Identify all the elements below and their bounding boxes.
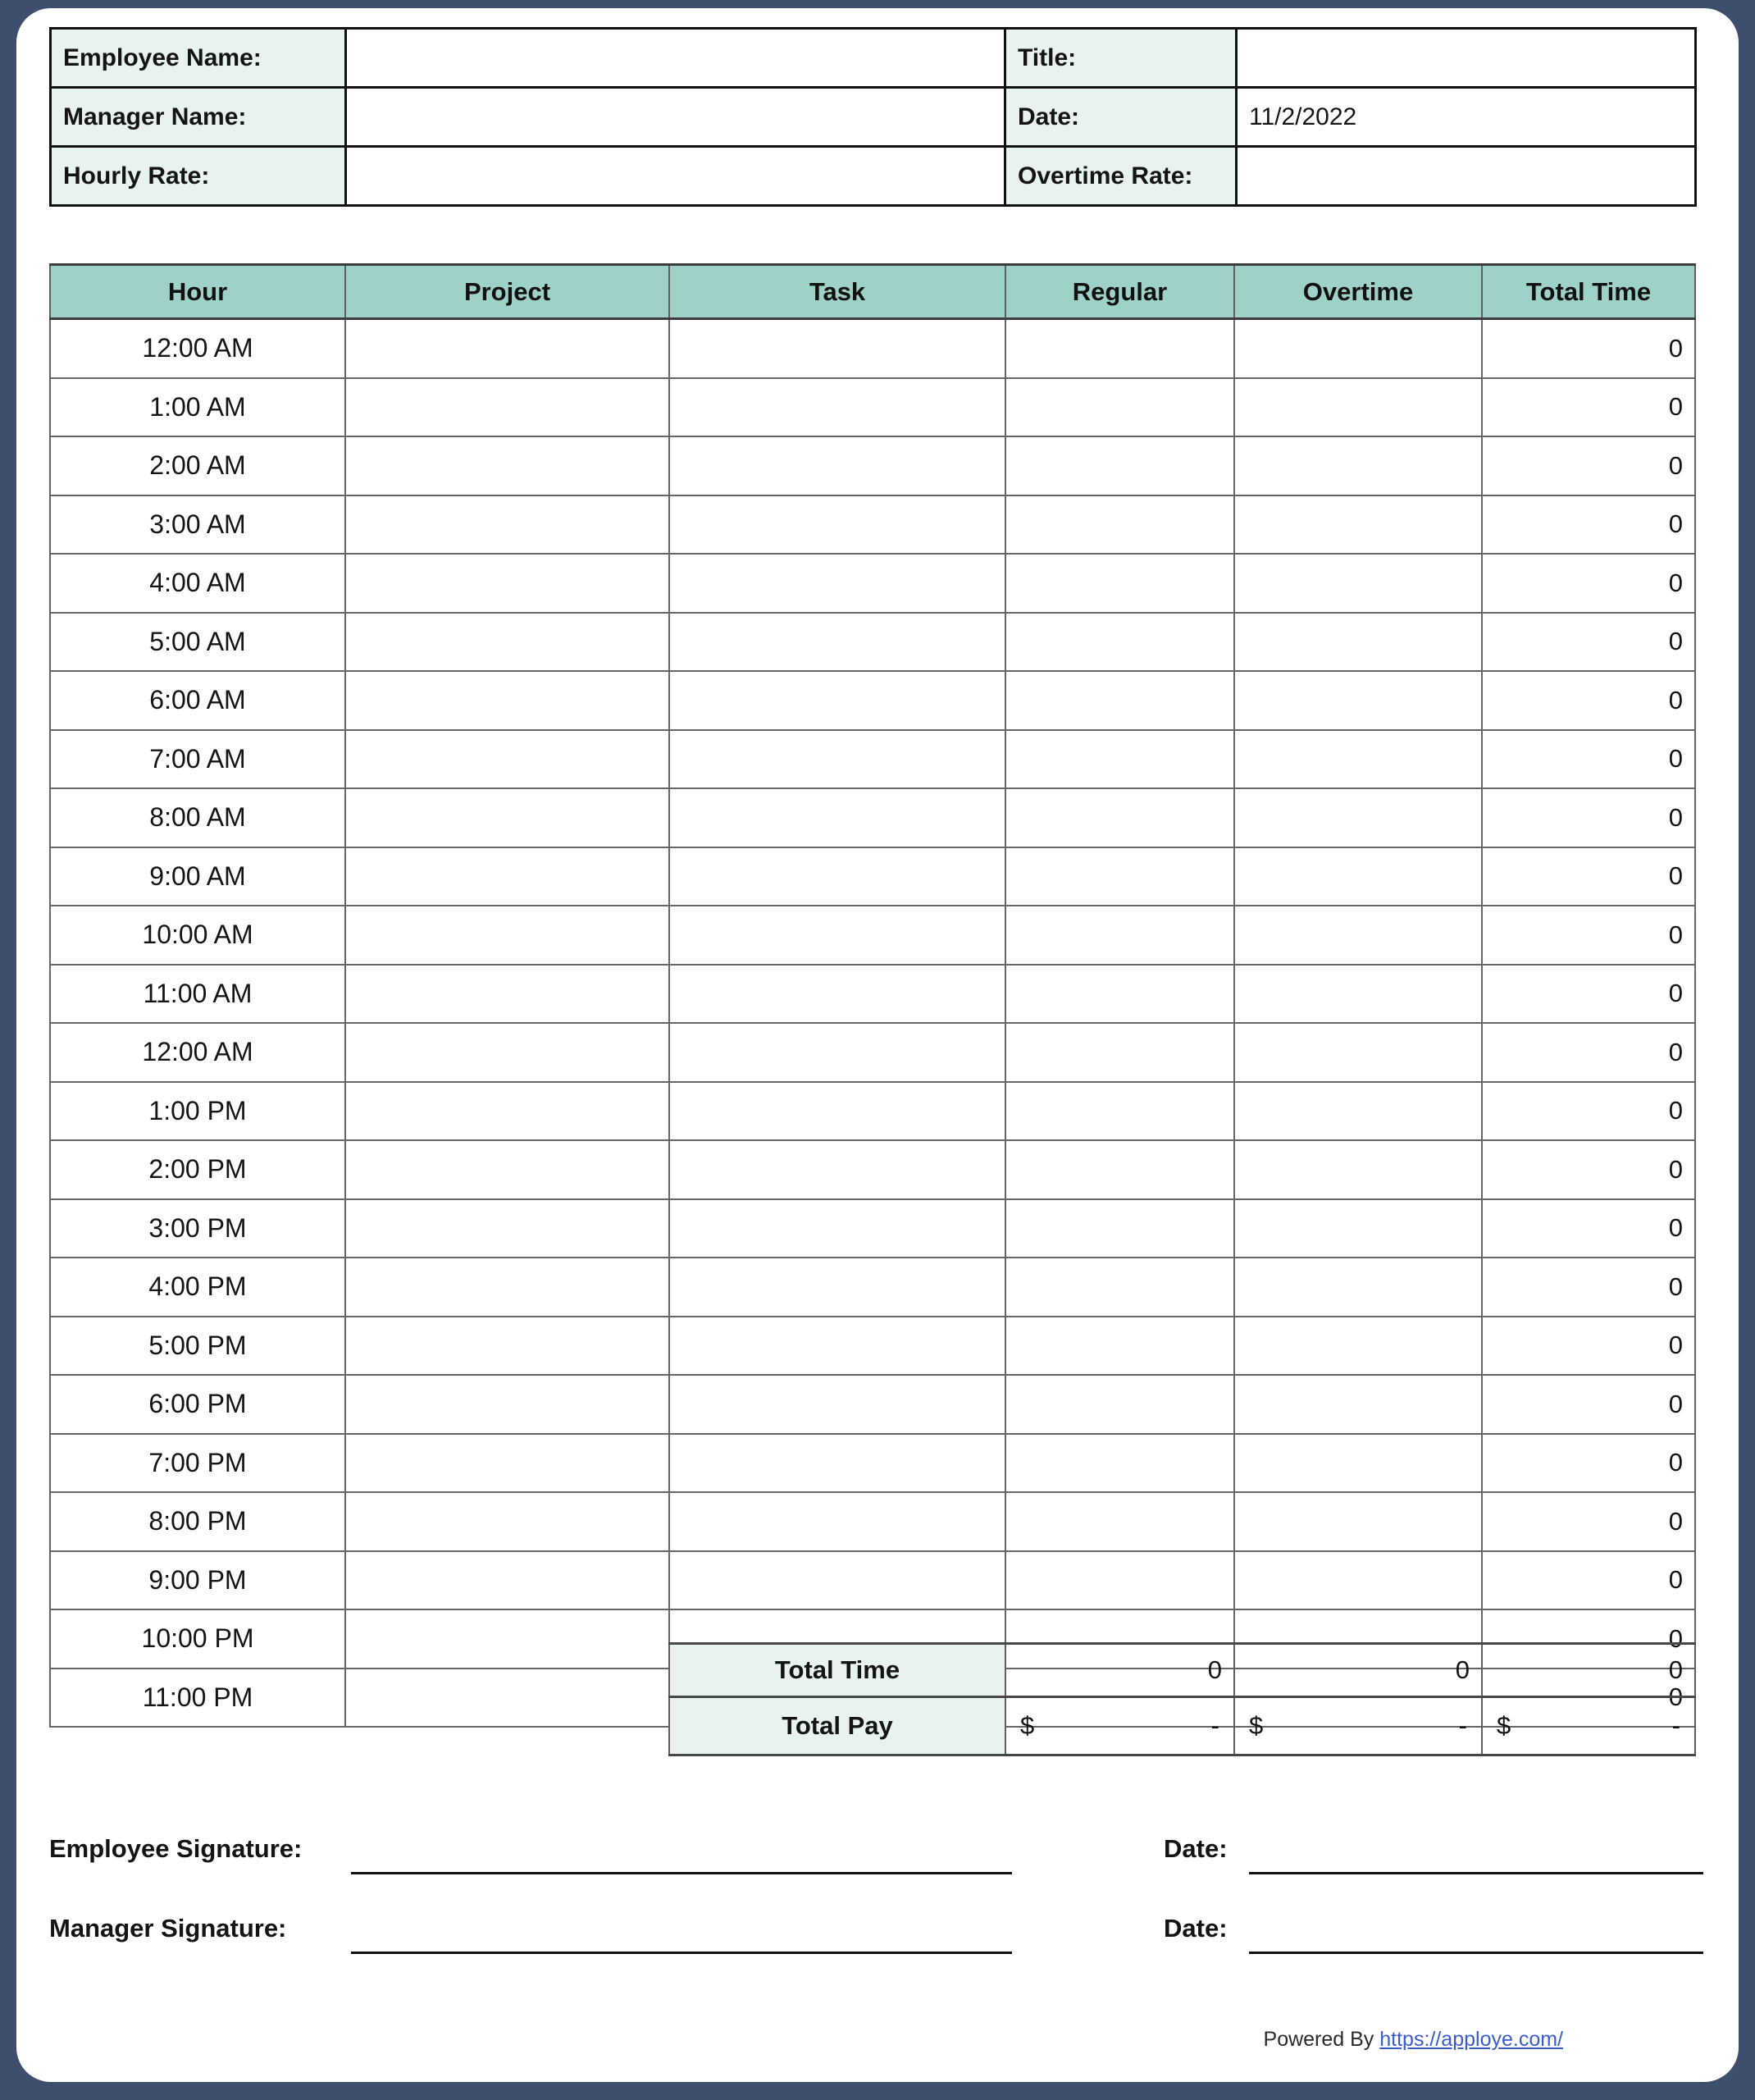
overtime-cell[interactable] xyxy=(1234,1434,1482,1493)
manager-name-value-cell[interactable] xyxy=(346,88,1005,147)
overtime-cell[interactable] xyxy=(1234,1551,1482,1610)
regular-cell[interactable] xyxy=(1005,436,1234,495)
project-cell[interactable] xyxy=(345,1375,669,1434)
hour-row xyxy=(50,613,1695,672)
hour-cell: 5:00 PM xyxy=(50,1317,345,1376)
hour-row xyxy=(50,1140,1695,1199)
total-time-cell: 0 xyxy=(1482,671,1695,730)
project-cell[interactable] xyxy=(345,378,669,437)
manager-signature-label: Manager Signature: xyxy=(49,1914,287,1942)
task-cell[interactable] xyxy=(669,1375,1005,1434)
employee-sign-date-label: Date: xyxy=(1164,1834,1228,1863)
hour-row xyxy=(50,1317,1695,1376)
task-cell[interactable] xyxy=(669,1434,1005,1493)
total-time-cell: 0 xyxy=(1482,1082,1695,1141)
hour-cell: 8:00 PM xyxy=(50,1492,345,1551)
total-time-cell: 0 xyxy=(1482,1258,1695,1317)
title-label: Title: xyxy=(1005,29,1237,88)
regular-cell[interactable] xyxy=(1005,495,1234,555)
total-time-cell: 0 xyxy=(1482,1023,1695,1082)
project-cell[interactable] xyxy=(345,436,669,495)
regular-cell[interactable] xyxy=(1005,1023,1234,1082)
hour-row xyxy=(50,554,1695,613)
task-cell[interactable] xyxy=(669,1317,1005,1376)
total-time-cell: 0 xyxy=(1482,1669,1695,1728)
task-cell[interactable] xyxy=(669,730,1005,789)
task-cell[interactable] xyxy=(669,613,1005,672)
overtime-cell[interactable] xyxy=(1234,1375,1482,1434)
column-header-hour: Hour xyxy=(50,265,345,319)
overtime-cell[interactable] xyxy=(1234,319,1482,378)
hourly-rate-value-cell[interactable] xyxy=(346,147,1005,206)
project-cell[interactable] xyxy=(345,847,669,906)
column-header-overtime: Overtime xyxy=(1234,265,1482,319)
task-cell[interactable] xyxy=(669,1082,1005,1141)
task-cell[interactable] xyxy=(669,495,1005,555)
hour-cell: 12:00 AM xyxy=(50,1023,345,1082)
powered-by-text: Powered By xyxy=(1263,2028,1374,2051)
hour-cell: 6:00 PM xyxy=(50,1375,345,1434)
hour-row xyxy=(50,1434,1695,1493)
overtime-cell[interactable] xyxy=(1234,1492,1482,1551)
hour-cell: 3:00 AM xyxy=(50,495,345,555)
overtime-cell[interactable] xyxy=(1234,613,1482,672)
task-cell[interactable] xyxy=(669,1199,1005,1258)
hour-row xyxy=(50,1082,1695,1141)
hour-cell: 9:00 AM xyxy=(50,847,345,906)
project-cell[interactable] xyxy=(345,965,669,1024)
project-cell[interactable] xyxy=(345,1199,669,1258)
hour-row xyxy=(50,788,1695,847)
total-time-cell: 0 xyxy=(1482,1375,1695,1434)
project-cell[interactable] xyxy=(345,1317,669,1376)
project-cell[interactable] xyxy=(345,554,669,613)
total-time-cell: 0 xyxy=(1482,1434,1695,1493)
total-time-cell: 0 xyxy=(1482,613,1695,672)
overtime-cell[interactable] xyxy=(1234,788,1482,847)
header-row-2 xyxy=(51,88,1696,147)
total-time-cell: 0 xyxy=(1482,1609,1695,1669)
regular-cell[interactable] xyxy=(1005,1492,1234,1551)
column-header-project: Project xyxy=(345,265,669,319)
hour-cell: 11:00 AM xyxy=(50,965,345,1024)
total-time-cell: 0 xyxy=(1482,319,1695,378)
regular-cell[interactable] xyxy=(1005,847,1234,906)
hour-row xyxy=(50,436,1695,495)
project-cell[interactable] xyxy=(345,1082,669,1141)
regular-cell[interactable] xyxy=(1005,788,1234,847)
overtime-rate-value-cell[interactable] xyxy=(1237,147,1696,206)
project-cell[interactable] xyxy=(345,495,669,555)
overtime-cell[interactable] xyxy=(1234,378,1482,437)
task-cell[interactable] xyxy=(669,378,1005,437)
hour-cell: 1:00 PM xyxy=(50,1082,345,1141)
hour-row xyxy=(50,1258,1695,1317)
project-cell[interactable] xyxy=(345,1669,669,1728)
header-fields-table xyxy=(49,27,1697,207)
total-time-cell: 0 xyxy=(1482,1492,1695,1551)
empty-amount-dash: - xyxy=(1210,1711,1219,1740)
timesheet-table xyxy=(49,263,1696,1728)
project-cell[interactable] xyxy=(345,613,669,672)
hour-cell: 4:00 PM xyxy=(50,1258,345,1317)
total-time-cell: 0 xyxy=(1482,788,1695,847)
overtime-rate-label: Overtime Rate: xyxy=(1005,147,1237,206)
project-cell[interactable] xyxy=(345,1434,669,1493)
hour-cell: 7:00 PM xyxy=(50,1434,345,1493)
task-cell[interactable] xyxy=(669,436,1005,495)
total-time-cell: 0 xyxy=(1482,730,1695,789)
task-cell[interactable] xyxy=(669,319,1005,378)
hour-row xyxy=(50,378,1695,437)
project-cell[interactable] xyxy=(345,319,669,378)
task-cell[interactable] xyxy=(669,554,1005,613)
hour-row xyxy=(50,671,1695,730)
regular-cell[interactable] xyxy=(1005,319,1234,378)
empty-amount-dash: - xyxy=(1671,1711,1680,1740)
regular-cell[interactable] xyxy=(1005,671,1234,730)
total-time-cell: 0 xyxy=(1482,847,1695,906)
footer xyxy=(16,2028,1563,2052)
hour-cell: 8:00 AM xyxy=(50,788,345,847)
regular-cell[interactable] xyxy=(1005,378,1234,437)
regular-cell[interactable] xyxy=(1005,1199,1234,1258)
hour-cell: 6:00 AM xyxy=(50,671,345,730)
overtime-cell[interactable] xyxy=(1234,906,1482,965)
total-time-cell: 0 xyxy=(1482,378,1695,437)
regular-cell[interactable] xyxy=(1005,1375,1234,1434)
manager-sign-date-line[interactable] xyxy=(1249,1952,1703,1954)
total-time-cell: 0 xyxy=(1482,554,1695,613)
regular-cell[interactable] xyxy=(1005,1140,1234,1199)
project-cell[interactable] xyxy=(345,1551,669,1610)
overtime-cell[interactable] xyxy=(1234,1140,1482,1199)
employee-sign-date-line[interactable] xyxy=(1249,1872,1703,1874)
hour-cell: 7:00 AM xyxy=(50,730,345,789)
overtime-cell[interactable] xyxy=(1234,1317,1482,1376)
hour-row xyxy=(50,1551,1695,1610)
hour-cell: 9:00 PM xyxy=(50,1551,345,1610)
hour-row xyxy=(50,1492,1695,1551)
date-label: Date: xyxy=(1005,88,1237,147)
task-cell[interactable] xyxy=(669,1023,1005,1082)
total-pay-grand xyxy=(1482,1697,1695,1755)
hour-row xyxy=(50,319,1695,378)
total-pay-row xyxy=(669,1697,1695,1755)
total-time-grand: 0 xyxy=(1482,1644,1695,1697)
total-time-overtime: 0 xyxy=(1234,1644,1482,1697)
regular-cell[interactable] xyxy=(1005,730,1234,789)
overtime-cell[interactable] xyxy=(1234,730,1482,789)
hour-row xyxy=(50,730,1695,789)
hour-row xyxy=(50,965,1695,1024)
task-cell[interactable] xyxy=(669,1492,1005,1551)
column-header-task: Task xyxy=(669,265,1005,319)
overtime-cell[interactable] xyxy=(1234,436,1482,495)
timesheet-body xyxy=(50,319,1695,1728)
project-cell[interactable] xyxy=(345,906,669,965)
project-cell[interactable] xyxy=(345,788,669,847)
total-pay-label: Total Pay xyxy=(669,1697,1005,1755)
overtime-cell[interactable] xyxy=(1234,1258,1482,1317)
total-pay-regular xyxy=(1005,1697,1234,1755)
totals-table xyxy=(668,1642,1696,1756)
hour-cell: 2:00 AM xyxy=(50,436,345,495)
hour-row xyxy=(50,1199,1695,1258)
total-time-cell: 0 xyxy=(1482,1317,1695,1376)
regular-cell[interactable] xyxy=(1005,1258,1234,1317)
regular-cell[interactable] xyxy=(1005,554,1234,613)
task-cell[interactable] xyxy=(669,1140,1005,1199)
header-row-1 xyxy=(51,29,1696,88)
project-cell[interactable] xyxy=(345,1609,669,1669)
manager-signature-line[interactable] xyxy=(351,1952,1012,1954)
overtime-cell[interactable] xyxy=(1234,1023,1482,1082)
overtime-cell[interactable] xyxy=(1234,554,1482,613)
hour-row xyxy=(50,906,1695,965)
task-cell[interactable] xyxy=(669,1258,1005,1317)
task-cell[interactable] xyxy=(669,788,1005,847)
overtime-cell[interactable] xyxy=(1234,965,1482,1024)
total-time-row xyxy=(669,1644,1695,1697)
hour-cell: 11:00 PM xyxy=(50,1669,345,1728)
total-time-cell: 0 xyxy=(1482,495,1695,555)
regular-cell[interactable] xyxy=(1005,1434,1234,1493)
task-cell[interactable] xyxy=(669,671,1005,730)
currency-symbol: $ xyxy=(1497,1711,1511,1740)
hour-cell: 5:00 AM xyxy=(50,613,345,672)
total-time-cell: 0 xyxy=(1482,436,1695,495)
column-header-regular: Regular xyxy=(1005,265,1234,319)
total-pay-overtime xyxy=(1234,1697,1482,1755)
project-cell[interactable] xyxy=(345,1140,669,1199)
header-row-3 xyxy=(51,147,1696,206)
hour-row xyxy=(50,1023,1695,1082)
project-cell[interactable] xyxy=(345,1023,669,1082)
hour-cell: 10:00 AM xyxy=(50,906,345,965)
regular-cell[interactable] xyxy=(1005,1317,1234,1376)
employee-signature-line[interactable] xyxy=(351,1872,1012,1874)
currency-symbol: $ xyxy=(1020,1711,1035,1740)
apploye-link[interactable]: https://apploye.com/ xyxy=(1379,2028,1563,2051)
regular-cell[interactable] xyxy=(1005,906,1234,965)
overtime-cell[interactable] xyxy=(1234,1199,1482,1258)
project-cell[interactable] xyxy=(345,1258,669,1317)
overtime-cell[interactable] xyxy=(1234,1082,1482,1141)
column-header-total-time: Total Time xyxy=(1482,265,1695,319)
hour-row xyxy=(50,847,1695,906)
title-value-cell[interactable] xyxy=(1237,29,1696,88)
hour-cell: 3:00 PM xyxy=(50,1199,345,1258)
hourly-rate-label: Hourly Rate: xyxy=(51,147,346,206)
overtime-cell[interactable] xyxy=(1234,671,1482,730)
project-cell[interactable] xyxy=(345,671,669,730)
empty-amount-dash: - xyxy=(1458,1711,1467,1740)
overtime-cell[interactable] xyxy=(1234,495,1482,555)
timesheet-sheet xyxy=(16,8,1739,2082)
total-time-regular: 0 xyxy=(1005,1644,1234,1697)
hour-row xyxy=(50,1375,1695,1434)
task-cell[interactable] xyxy=(669,965,1005,1024)
task-cell[interactable] xyxy=(669,1551,1005,1610)
employee-signature-label: Employee Signature: xyxy=(49,1834,303,1863)
date-value-cell[interactable]: 11/2/2022 xyxy=(1237,88,1696,147)
total-time-cell: 0 xyxy=(1482,906,1695,965)
project-cell[interactable] xyxy=(345,730,669,789)
total-time-cell: 0 xyxy=(1482,1140,1695,1199)
hour-cell: 2:00 PM xyxy=(50,1140,345,1199)
hour-row xyxy=(50,495,1695,555)
regular-cell[interactable] xyxy=(1005,1082,1234,1141)
employee-name-label: Employee Name: xyxy=(51,29,346,88)
total-time-label: Total Time xyxy=(669,1644,1005,1697)
hour-cell: 4:00 AM xyxy=(50,554,345,613)
regular-cell[interactable] xyxy=(1005,1551,1234,1610)
overtime-cell[interactable] xyxy=(1234,847,1482,906)
task-cell[interactable] xyxy=(669,906,1005,965)
project-cell[interactable] xyxy=(345,1492,669,1551)
manager-sign-date-label: Date: xyxy=(1164,1914,1228,1942)
manager-name-label: Manager Name: xyxy=(51,88,346,147)
hour-cell: 12:00 AM xyxy=(50,319,345,378)
total-time-cell: 0 xyxy=(1482,1199,1695,1258)
total-time-cell: 0 xyxy=(1482,1551,1695,1610)
column-header-row xyxy=(50,265,1695,319)
regular-cell[interactable] xyxy=(1005,965,1234,1024)
currency-symbol: $ xyxy=(1249,1711,1264,1740)
hour-cell: 10:00 PM xyxy=(50,1609,345,1669)
hour-cell: 1:00 AM xyxy=(50,378,345,437)
task-cell[interactable] xyxy=(669,847,1005,906)
regular-cell[interactable] xyxy=(1005,613,1234,672)
total-time-cell: 0 xyxy=(1482,965,1695,1024)
employee-name-value-cell[interactable] xyxy=(346,29,1005,88)
